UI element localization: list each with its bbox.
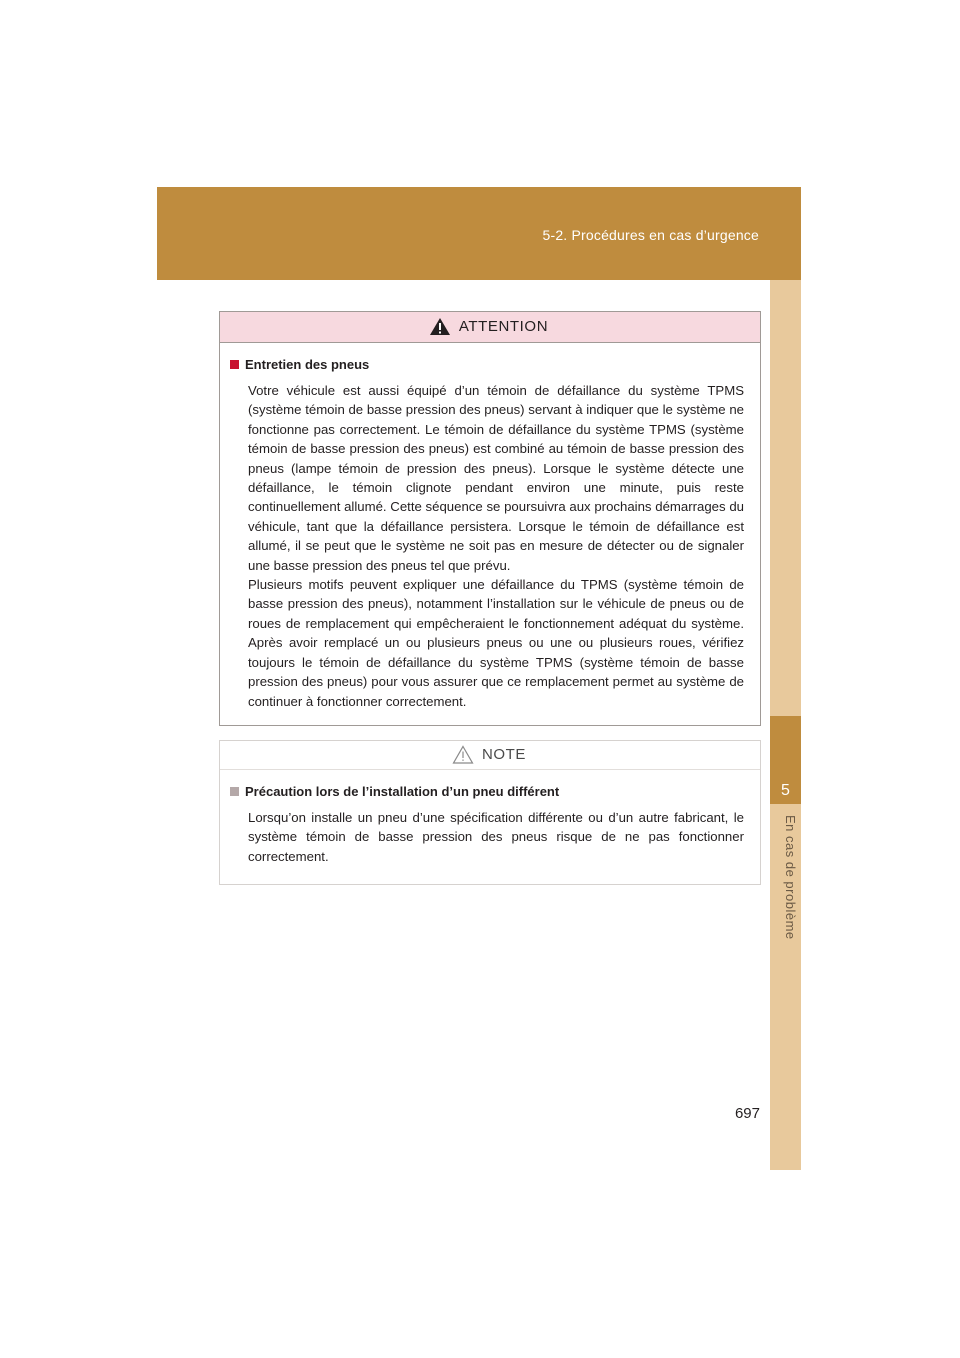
section-title: 5-2. Procédures en cas d’urgence bbox=[542, 227, 759, 243]
warning-icon bbox=[429, 317, 451, 336]
attention-paragraph: Votre véhicule est aussi équipé d’un témoin de défaillance du système TPMS (système témoin de basse pression des pneus) servant à indiquer que le système ne fonctionne pas correctement. Le témoin de défaillance du système TPMS (système témoin de basse pression des pneus) est combiné au témoin de basse pression des pneus (lampe témoin de pression des pneus). Lorsque le système détecte une défaillance, le témoin clignote pendant environ une minute, puis reste continuellement allumé. Cette séquence se poursuivra aux prochains démarrages du véhicule, tant que la défaillance persistera. Lorsque le témoin de défaillance est allumé, il se peut que le système ne soit pas en mesure de détecter ou de signaler une basse pression des pneus tel que prévu. bbox=[248, 383, 744, 573]
chapter-label: En cas de problème bbox=[783, 815, 798, 940]
warning-outline-icon bbox=[452, 745, 474, 764]
bullet-square-icon bbox=[230, 360, 239, 369]
chapter-number: 5 bbox=[781, 782, 790, 799]
note-heading: NOTE bbox=[481, 746, 527, 763]
attention-topic-title: Entretien des pneus bbox=[245, 357, 370, 372]
attention-header bbox=[220, 312, 760, 343]
attention-heading: ATTENTION bbox=[458, 318, 549, 335]
bullet-square-icon bbox=[230, 787, 239, 796]
attention-paragraph: Plusieurs motifs peuvent expliquer une défaillance du TPMS (système témoin de basse pression des pneus), notamment l’installation sur le véhicule de pneus ou de roues de remplacement qui empêcheraient le fonctionnement adéquat du système. Après avoir remplacé un ou plusieurs pneus ou une ou plusieurs roues, vérifiez toujours le témoin de défaillance du système TPMS (système témoin de basse pression des pneus) pour vous assurer que ce remplacement permet au système de continuer à fonctionner correctement. bbox=[248, 577, 744, 709]
note-body bbox=[220, 770, 760, 866]
note-topic bbox=[230, 784, 744, 799]
attention-body bbox=[220, 343, 760, 711]
attention-topic bbox=[230, 357, 744, 372]
note-box bbox=[219, 740, 761, 885]
attention-box bbox=[219, 311, 761, 726]
note-paragraph: Lorsqu’on installe un pneu d’une spécification différente ou d’un autre fabricant, le système témoin de basse pression des pneus risque de ne pas fonctionner correctement. bbox=[248, 810, 744, 864]
note-topic-title: Précaution lors de l’installation d’un pneu différent bbox=[245, 784, 560, 799]
page-number: 697 bbox=[734, 1105, 760, 1122]
note-header bbox=[220, 741, 760, 770]
header-band bbox=[157, 187, 801, 280]
